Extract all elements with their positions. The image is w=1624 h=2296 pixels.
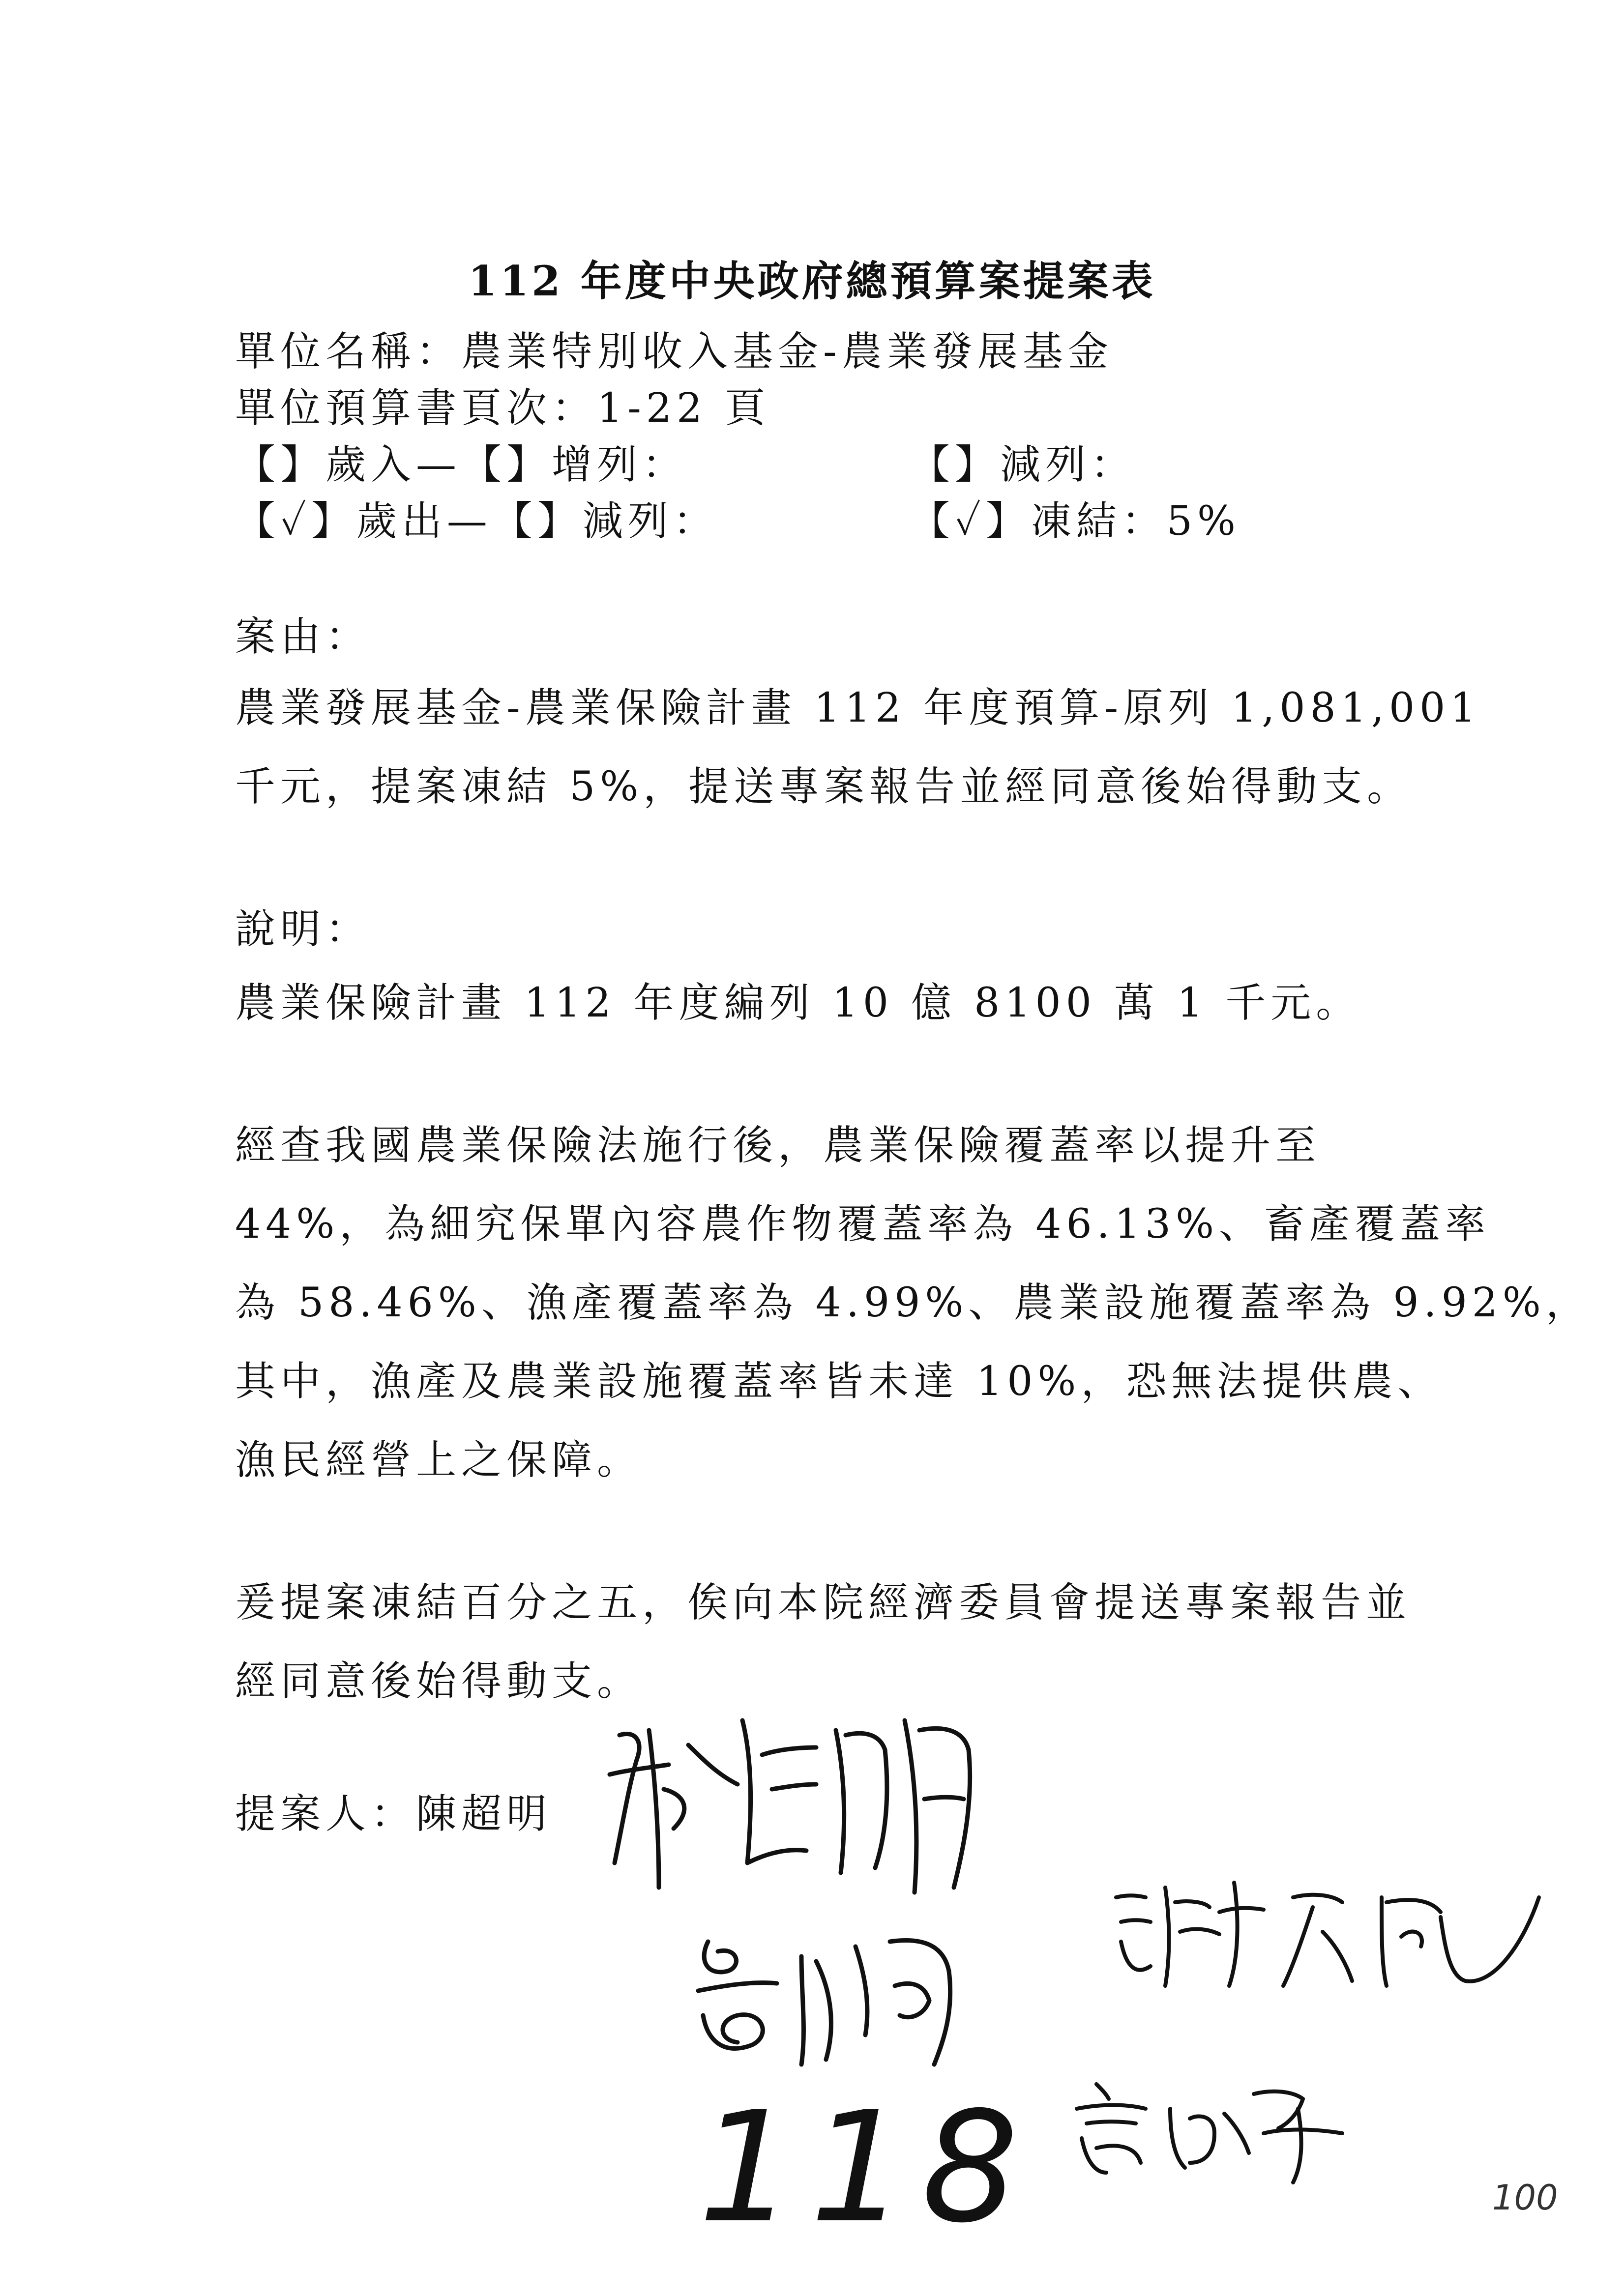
unit-name: 單位名稱：農業特別收入基金-農業發展基金 [235,328,1113,375]
budget-page-ref: 單位預算書頁次：1-22 頁 [235,385,770,432]
page-number: 100 [1492,2178,1558,2218]
reason-line-1: 農業發展基金-農業保險計畫 112 年度預算-原列 1,081,001 [235,685,1481,731]
document-title: 112 年度中央政府總預算案提案表 [468,257,1156,305]
reason-heading: 案由： [235,613,371,660]
proposer-label: 提案人：陳超明 [235,1791,552,1837]
signature-chen-chao-ming [590,1701,1008,1907]
explanation-para-3-line: 爰提案凍結百分之五，俟向本院經濟委員會提送專案報告並 [235,1579,1412,1626]
freeze-row-right: 【✓】凍結：5% [910,498,1240,545]
explanation-heading: 說明： [235,906,371,953]
revenue-row-left: 【】歲入—【】增列： [235,441,688,488]
explanation-para-2-line: 44%，為細究保單內容農作物覆蓋率為 46.13%、畜產覆蓋率 [235,1201,1490,1248]
explanation-para-1: 農業保險計畫 112 年度編列 10 億 8100 萬 1 千元。 [235,980,1361,1026]
signature-hsieh-yi-feng [1106,1868,1549,1996]
explanation-para-3-line: 經同意後始得動支。 [235,1658,643,1705]
expenditure-row-left: 【✓】歲出—【】減列： [235,498,718,545]
explanation-para-2-line: 漁民經營上之保障。 [235,1437,643,1483]
signature-second [679,1917,983,2074]
revenue-row-right: 【】減列： [910,441,1136,488]
explanation-para-2-line: 其中，漁產及農業設施覆蓋率皆未達 10%，恐無法提供農、 [235,1358,1443,1405]
handwritten-number: 118 [698,2079,1033,2257]
reason-line-2: 千元，提案凍結 5%，提送專案報告並經同意後始得動支。 [235,763,1413,810]
explanation-para-2-line: 為 58.46%、漁產覆蓋率為 4.99%、農業設施覆蓋率為 9.92%， [235,1279,1591,1326]
explanation-para-2-line: 經查我國農業保險法施行後，農業保險覆蓋率以提升至 [235,1122,1321,1169]
signature-fourth [1067,2064,1382,2182]
